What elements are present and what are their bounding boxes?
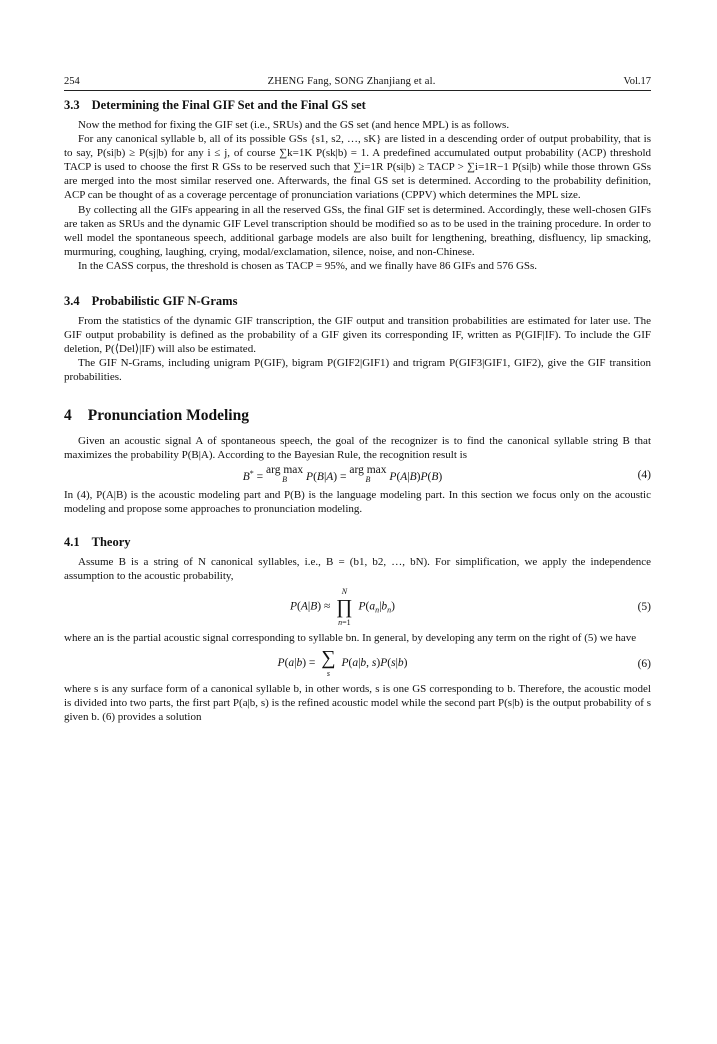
paragraph: In the CASS corpus, the threshold is chosen as TACP = 95%, and we finally have 86 GIFs and 576 GSs. <box>78 259 538 272</box>
paragraph: where an is the partial acoustic signal corresponding to syllable bn. In general, by developing any term on the right of (5) we have <box>64 632 637 645</box>
section-title: Probabilistic GIF N-Grams <box>91 294 238 309</box>
section-heading-4-1 <box>64 535 651 550</box>
equation-body: P(A|B) ≈ N ∏ n=1 $P(a_n|b_n)$ <box>289 587 396 628</box>
equation-number: (6) <box>637 657 651 670</box>
paragraph <box>64 132 651 202</box>
paragraph: From the statistics of the dynamic GIF transcription, the GIF output and transition probabilities are estimated for later use. The GIF output probability is defined as the probability of a GIF given its corresponding IF, written as P(GIF|IF). To include the GIF deletion, P(⟨Del⟩|IF) will also be estimated. <box>64 315 651 356</box>
equation-body: P(a|b) = ∑ s P(a|b, s)P(s|b) <box>277 647 408 679</box>
sentence: A predefined accumulated output probability (ACP) threshold TACP is used to choose the first R GSs to be reserved such that ∑i=1R P(si|b) ≥ TACP > ∑i=1R−1 P(si|b) while those thrown GSs are merged into the most similar reserved one. Afterwards, the final GS set is determined. According to the probability definition, ACP can be thought of as a coverage percentage of pronunciation variations (CPPV) which determines the MPL size. <box>64 147 651 202</box>
equation-5 <box>64 586 651 628</box>
paragraph: In (4), P(A|B) is the acoustic modeling part and P(B) is the language modeling part. In this section we focus only on the acoustic modeling and propose some approaches to pronunciation modeling. <box>64 488 651 515</box>
equation-number: (4) <box>637 468 651 481</box>
running-header <box>64 76 651 91</box>
section-title: Theory <box>91 534 131 549</box>
paragraph: By collecting all the GIFs appearing in all the reserved GSs, the final GIF set is determined. Accordingly, these well-chosen GIFs are taken as SRUs and the dynamic GIF Level transcription should be modified so as to be used in the training procedure. In order to well model the spontaneous speech, additional garbage models are also built for lengthening, breathing, disfluency, lip smacking, murmuring, coughing, laughing, crying, modal/exclamation, silence, noise, and non-Chinese. <box>64 203 651 258</box>
volume-label: Vol.17 <box>623 76 651 87</box>
section-number: 4.1 <box>64 534 80 549</box>
section-number: 3.3 <box>64 98 80 112</box>
equation-6 <box>64 648 651 679</box>
section-number: 4 <box>64 406 72 424</box>
paragraph: Given an acoustic signal A of spontaneous speech, the goal of the recognizer is to find the canonical syllable string B that maximizes the probability P(B|A). According to the Bayesian Rule, the recognition result is <box>64 434 651 461</box>
section-heading-3-3 <box>64 98 651 113</box>
running-title: ZHENG Fang, SONG Zhanjiang et al. <box>267 76 436 87</box>
paper-page <box>64 76 651 724</box>
paragraph: where s is any surface form of a canonical syllable b, in other words, s is one GS corresponding to b. Therefore, the acoustic model is divided into two parts, the first part P(a|b, s) is the refined acoustic model while the second part P(s|b) is the output probability of s given b. (6) provides a solution <box>64 683 651 724</box>
section-heading-3-4 <box>64 294 651 309</box>
section-number: 3.4 <box>64 294 80 309</box>
section-title: Determining the Final GIF Set and the Final GS set <box>91 98 366 112</box>
equation-body: B* = arg max B P(B|A) = arg max B P(A|B)P(B) <box>242 463 443 484</box>
paragraph: The GIF N-Grams, including unigram P(GIF), bigram P(GIF2|GIF1) and trigram P(GIF3|GIF1, GIF2), give the GIF transition probabilities. <box>64 357 651 384</box>
paragraph: Now the method for fixing the GIF set (i.e., SRUs) and the GS set (and hence MPL) is as follows. <box>78 119 510 131</box>
chapter-heading-4 <box>64 407 651 425</box>
section-title: Pronunciation Modeling <box>87 406 249 424</box>
equation-number: (5) <box>637 601 651 614</box>
equation-4 <box>64 465 651 485</box>
paragraph: Assume B is a string of N canonical syllables, i.e., B = (b1, b2, …, bN). For simplification, we apply the independence assumption to the acoustic probability, <box>64 555 651 582</box>
sentence: For any canonical syllable b, all of its possible GSs {s1, s2, …, sK} are listed in a descending order of output probability, that is to say, P(si|b) ≥ P(sj|b) for any i ≤ j, of course ∑k=1K P(sk|b) = 1. <box>64 133 651 160</box>
page-number: 254 <box>64 76 80 87</box>
